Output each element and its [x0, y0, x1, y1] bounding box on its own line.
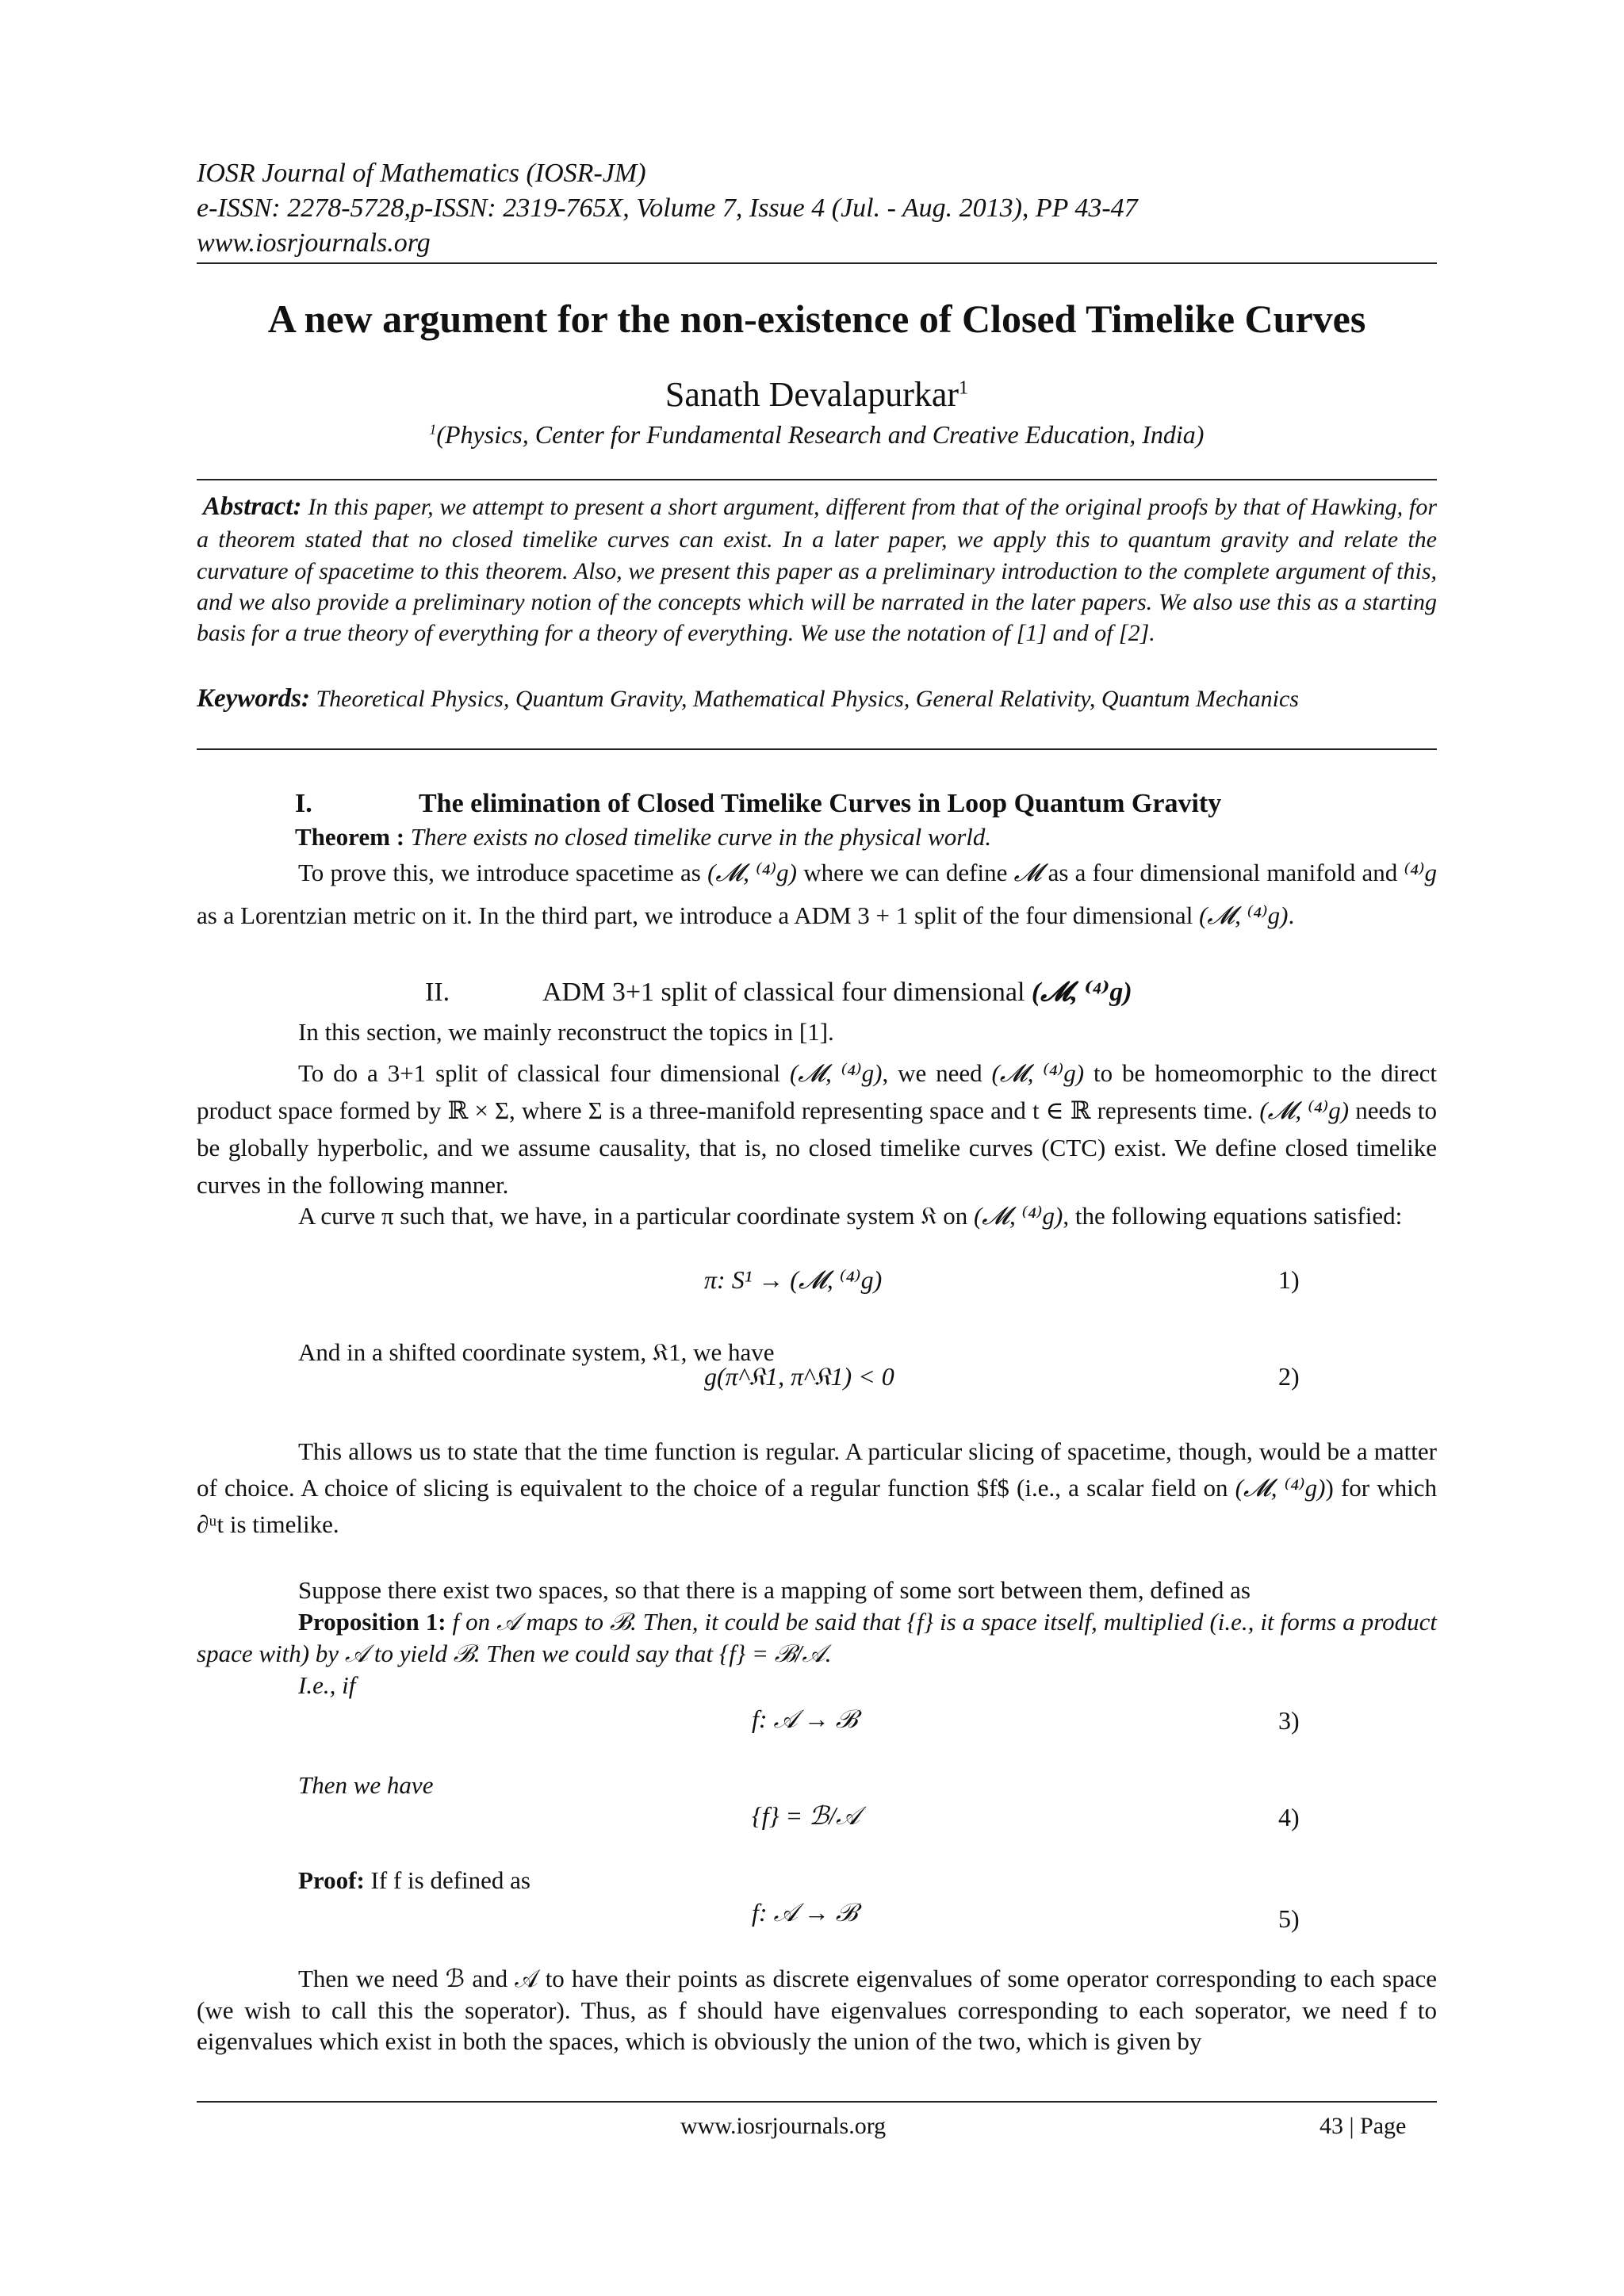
keywords-text: Theoretical Physics, Quantum Gravity, Mathematical Physics, General Relativity, Quantum Mechanics: [316, 686, 1299, 712]
journal-website: www.iosrjournals.org: [197, 228, 431, 258]
paper-title: A new argument for the non-existence of Closed Timelike Curves: [267, 297, 1366, 341]
equation-3-number: 3): [1278, 1706, 1300, 1735]
abstract-top-rule: [197, 479, 1437, 480]
journal-issn: e-ISSN: 2278-5728,p-ISSN: 2319-765X, Volume 7, Issue 4 (Jul. - Aug. 2013), PP 43-47: [197, 193, 1138, 223]
keywords: [197, 682, 1437, 715]
journal-name: IOSR Journal of Mathematics (IOSR-JM): [197, 159, 646, 188]
abstract: [197, 490, 1437, 649]
theorem: Theorem : There exists no closed timelike curve in the physical world.: [295, 823, 992, 851]
equation-2-number: 2): [1278, 1362, 1300, 1391]
abstract-label: Abstract:: [202, 492, 302, 521]
section-2-intro: In this section, we mainly reconstruct the topics in [1].: [298, 1018, 834, 1046]
keywords-label: Keywords:: [197, 684, 310, 713]
equation-2: g(π^𝔎1, π^𝔎1) < 0: [704, 1362, 894, 1391]
section-1-paragraph: To prove this, we introduce spacetime as (𝓜, ⁽⁴⁾g) where we can define 𝓜 as a four dimensional manifold and ⁽⁴⁾g as a Lorentzian metric on it. In the third part, we introduce a ADM 3 + 1 split of the four dimensional (𝓜, ⁽⁴⁾g).: [197, 859, 1438, 930]
then-text: Then we have: [298, 1771, 434, 1799]
eigenvalue-paragraph: Then we need ℬ and 𝒜 to have their points as discrete eigenvalues of some operator corresponding to each space (we wish to call this the soperator). Thus, as f should have eigenvalues corresponding to each soperator, we need f to eigenvalues which exist in both the spaces, which is obviously the union of the two, which is given by: [197, 1965, 1437, 2056]
equation-5: f: 𝒜 → ℬ: [752, 1898, 857, 1927]
footer-rule: [197, 2101, 1437, 2103]
section-2-paragraph: To do a 3+1 split of classical four dimensional (𝓜, ⁽⁴⁾g), we need (𝓜, ⁽⁴⁾g) to be homeomorphic to the direct product space formed by ℝ × Σ, where Σ is a three-manifold representing space and t ∈ ℝ represents time. (𝓜, ⁽⁴⁾g) needs to be globally hyperbolic, and we assume causality, that is, no closed timelike curves (CTC) exist. We define closed timelike curves in the following manner.: [197, 1059, 1438, 1200]
section-1-heading: I. The elimination of Closed Timelike Curves in Loop Quantum Gravity: [295, 789, 1222, 818]
equation-4-number: 4): [1278, 1803, 1300, 1831]
slicing-paragraph: This allows us to state that the time function is regular. A particular slicing of spacetime, though, would be a matter of choice. A choice of slicing is equivalent to the choice of a regular function $f$ (i.e., a scalar field on (𝓜, ⁽⁴⁾g)) for which ∂ᵘt is timelike.: [197, 1437, 1438, 1538]
equation-5-number: 5): [1278, 1904, 1300, 1933]
header-rule: [197, 262, 1437, 264]
section-2-heading: II. ADM 3+1 split of classical four dimensional (𝓜, ⁽⁴⁾g): [425, 978, 1132, 1007]
curve-definition: A curve π such that, we have, in a particular coordinate system 𝔎 on (𝓜, ⁽⁴⁾g), the following equations satisfied:: [298, 1202, 1403, 1230]
footer-url: www.iosrjournals.org: [680, 2113, 887, 2139]
abstract-text: In this paper, we attempt to present a short argument, different from that of the original proofs by that of Hawking, for a theorem stated that no closed timelike curves can exist. In a later paper, we apply this to quantum gravity and relate the curvature of spacetime to this theorem. Also, we present this paper as a preliminary introduction to the complete argument of this, and we also provide a preliminary notion of the concepts which will be narrated in the later papers. We also use this as a starting basis for a true theory of everything for a theory of everything. We use the notation of [1] and of [2].: [197, 494, 1437, 647]
equation-3: f: 𝒜 → ℬ: [752, 1705, 857, 1733]
shifted-coordinate-text: And in a shifted coordinate system, 𝔎1, we have: [298, 1338, 775, 1366]
equation-4: {f} = ℬ/𝒜: [752, 1801, 860, 1830]
ie-text: I.e., if: [298, 1671, 356, 1699]
proposition-1: Proposition 1: f on 𝒜 maps to ℬ. Then, it could be said that {f} is a space itself, multiplied (i.e., it forms a product space with) by 𝒜 to yield ℬ. Then we could say that {f} = ℬ/𝒜.: [197, 1608, 1438, 1667]
author-affiliation: $^1$(Physics, Center for Fundamental Research and Creative Education, India): [429, 420, 1205, 449]
equation-1: π: S¹ → (𝓜, ⁽⁴⁾g): [704, 1265, 883, 1294]
proof: Proof: If f is defined as: [298, 1866, 530, 1894]
author-name: Sanath Devalapurkar$^1$: [665, 375, 969, 414]
page-number: 43 | Page: [1320, 2113, 1407, 2139]
equation-1-number: 1): [1278, 1265, 1300, 1294]
abstract-bottom-rule: [197, 748, 1437, 750]
mapping-paragraph: Suppose there exist two spaces, so that there is a mapping of some sort between them, defined as: [298, 1576, 1251, 1604]
